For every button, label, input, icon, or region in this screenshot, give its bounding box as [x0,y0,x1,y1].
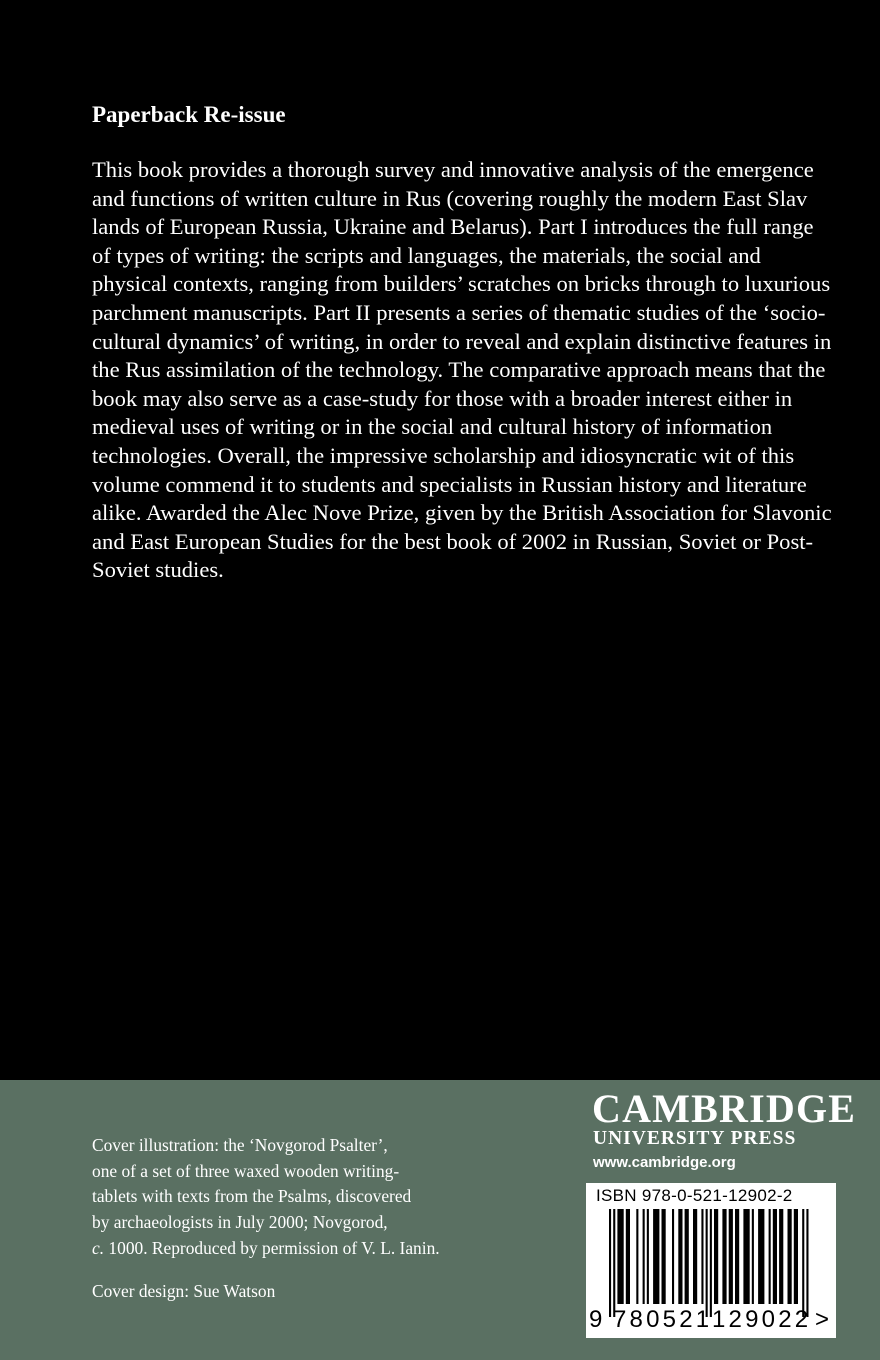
barcode-bar [701,1209,703,1304]
publisher-logo-subname: UNIVERSITY PRESS [593,1128,797,1149]
barcode-bar [722,1209,726,1304]
barcode-bar [794,1209,798,1304]
barcode-bar [643,1209,645,1304]
barcode-bar [788,1209,792,1304]
book-description: This book provides a thorough survey and innovative analysis of the emergence and functions of written culture in Rus (covering roughly the modern East Slav lands of European Russia, Ukraine and Belarus). Part I introduces the full range of types of writing: the scripts and languages, the materials, the social and physical contexts, ranging from builders’ scratches on bricks through to luxurious parchment manuscripts. Part II presents a series of thematic studies of the ‘socio-cultural dynamics’ of writing, in order to reveal and explain distinctive features in the Rus assimilation of the technology. The comparative approach means that the book may also serve as a case-study for those with a broader interest either in medieval uses of writing or in the social and cultural history of information technologies. Overall, the impressive scholarship and idiosyncratic wit of this volume commend it to students and specialists in Russian history and literature alike. Awarded the Alec Nove Prize, given by the British Association for Slavonic and East European Studies for the best book of 2002 in Russian, Soviet or Post-Soviet studies. [92,157,832,583]
barcode-bar [779,1209,783,1304]
barcode-bar [678,1209,682,1304]
barcode-bar [626,1209,630,1304]
barcode-guard-bar [806,1209,808,1317]
barcode-lead-digit: 9 [589,1306,603,1333]
barcode-left-digits: 780521 [613,1306,713,1333]
barcode-bar [685,1209,689,1304]
barcode-bar [653,1209,659,1304]
barcode-bar [647,1209,649,1304]
barcode-guard-bar [706,1209,708,1317]
credit-line: by archaeologists in July 2000; Novgorod, [92,1212,388,1233]
barcode-bar [672,1209,674,1304]
credit-line: tablets with texts from the Psalms, discovered [92,1186,412,1207]
barcode-bar [735,1209,739,1304]
barcode-bar [773,1209,777,1304]
publisher-url: www.cambridge.org [593,1154,736,1171]
barcode-bar [729,1209,733,1304]
credit-line: Cover illustration: the ‘Novgorod Psalter’, [92,1135,388,1155]
isbn-label: ISBN 978-0-521-12902-2 [596,1186,793,1205]
circa-abbrev: c. [92,1237,105,1258]
reissue-heading: Paperback Re-issue [92,102,286,127]
cover-design-credit: Cover design: Sue Watson [92,1281,276,1301]
cover-illustration-credit [92,1133,532,1262]
barcode-guard-bar [710,1209,712,1317]
publisher-logo-name: CAMBRIDGE [592,1086,857,1131]
barcode-bar [662,1209,666,1304]
credit-line-rest: 1000. Reproduced by permission of V. L. Ianin. [104,1237,440,1258]
barcode-bar [758,1209,764,1304]
barcode-bar [714,1209,718,1304]
barcode-guard-bar [802,1209,804,1317]
barcode-bar [617,1209,623,1304]
isbn-barcode [586,1183,836,1338]
barcode-guard-bar [609,1209,611,1317]
barcode-bar [743,1209,749,1304]
barcode-bar [752,1209,754,1304]
barcode-bar [769,1209,771,1304]
credit-line: one of a set of three waxed wooden writing- [92,1160,400,1181]
barcode-bar [636,1209,638,1304]
barcode-bar [693,1209,697,1304]
barcode-guard-bar [613,1209,615,1317]
barcode-end-mark: > [815,1306,830,1333]
barcode-right-digits: 129022 [712,1306,812,1333]
credit-line [92,1236,532,1262]
